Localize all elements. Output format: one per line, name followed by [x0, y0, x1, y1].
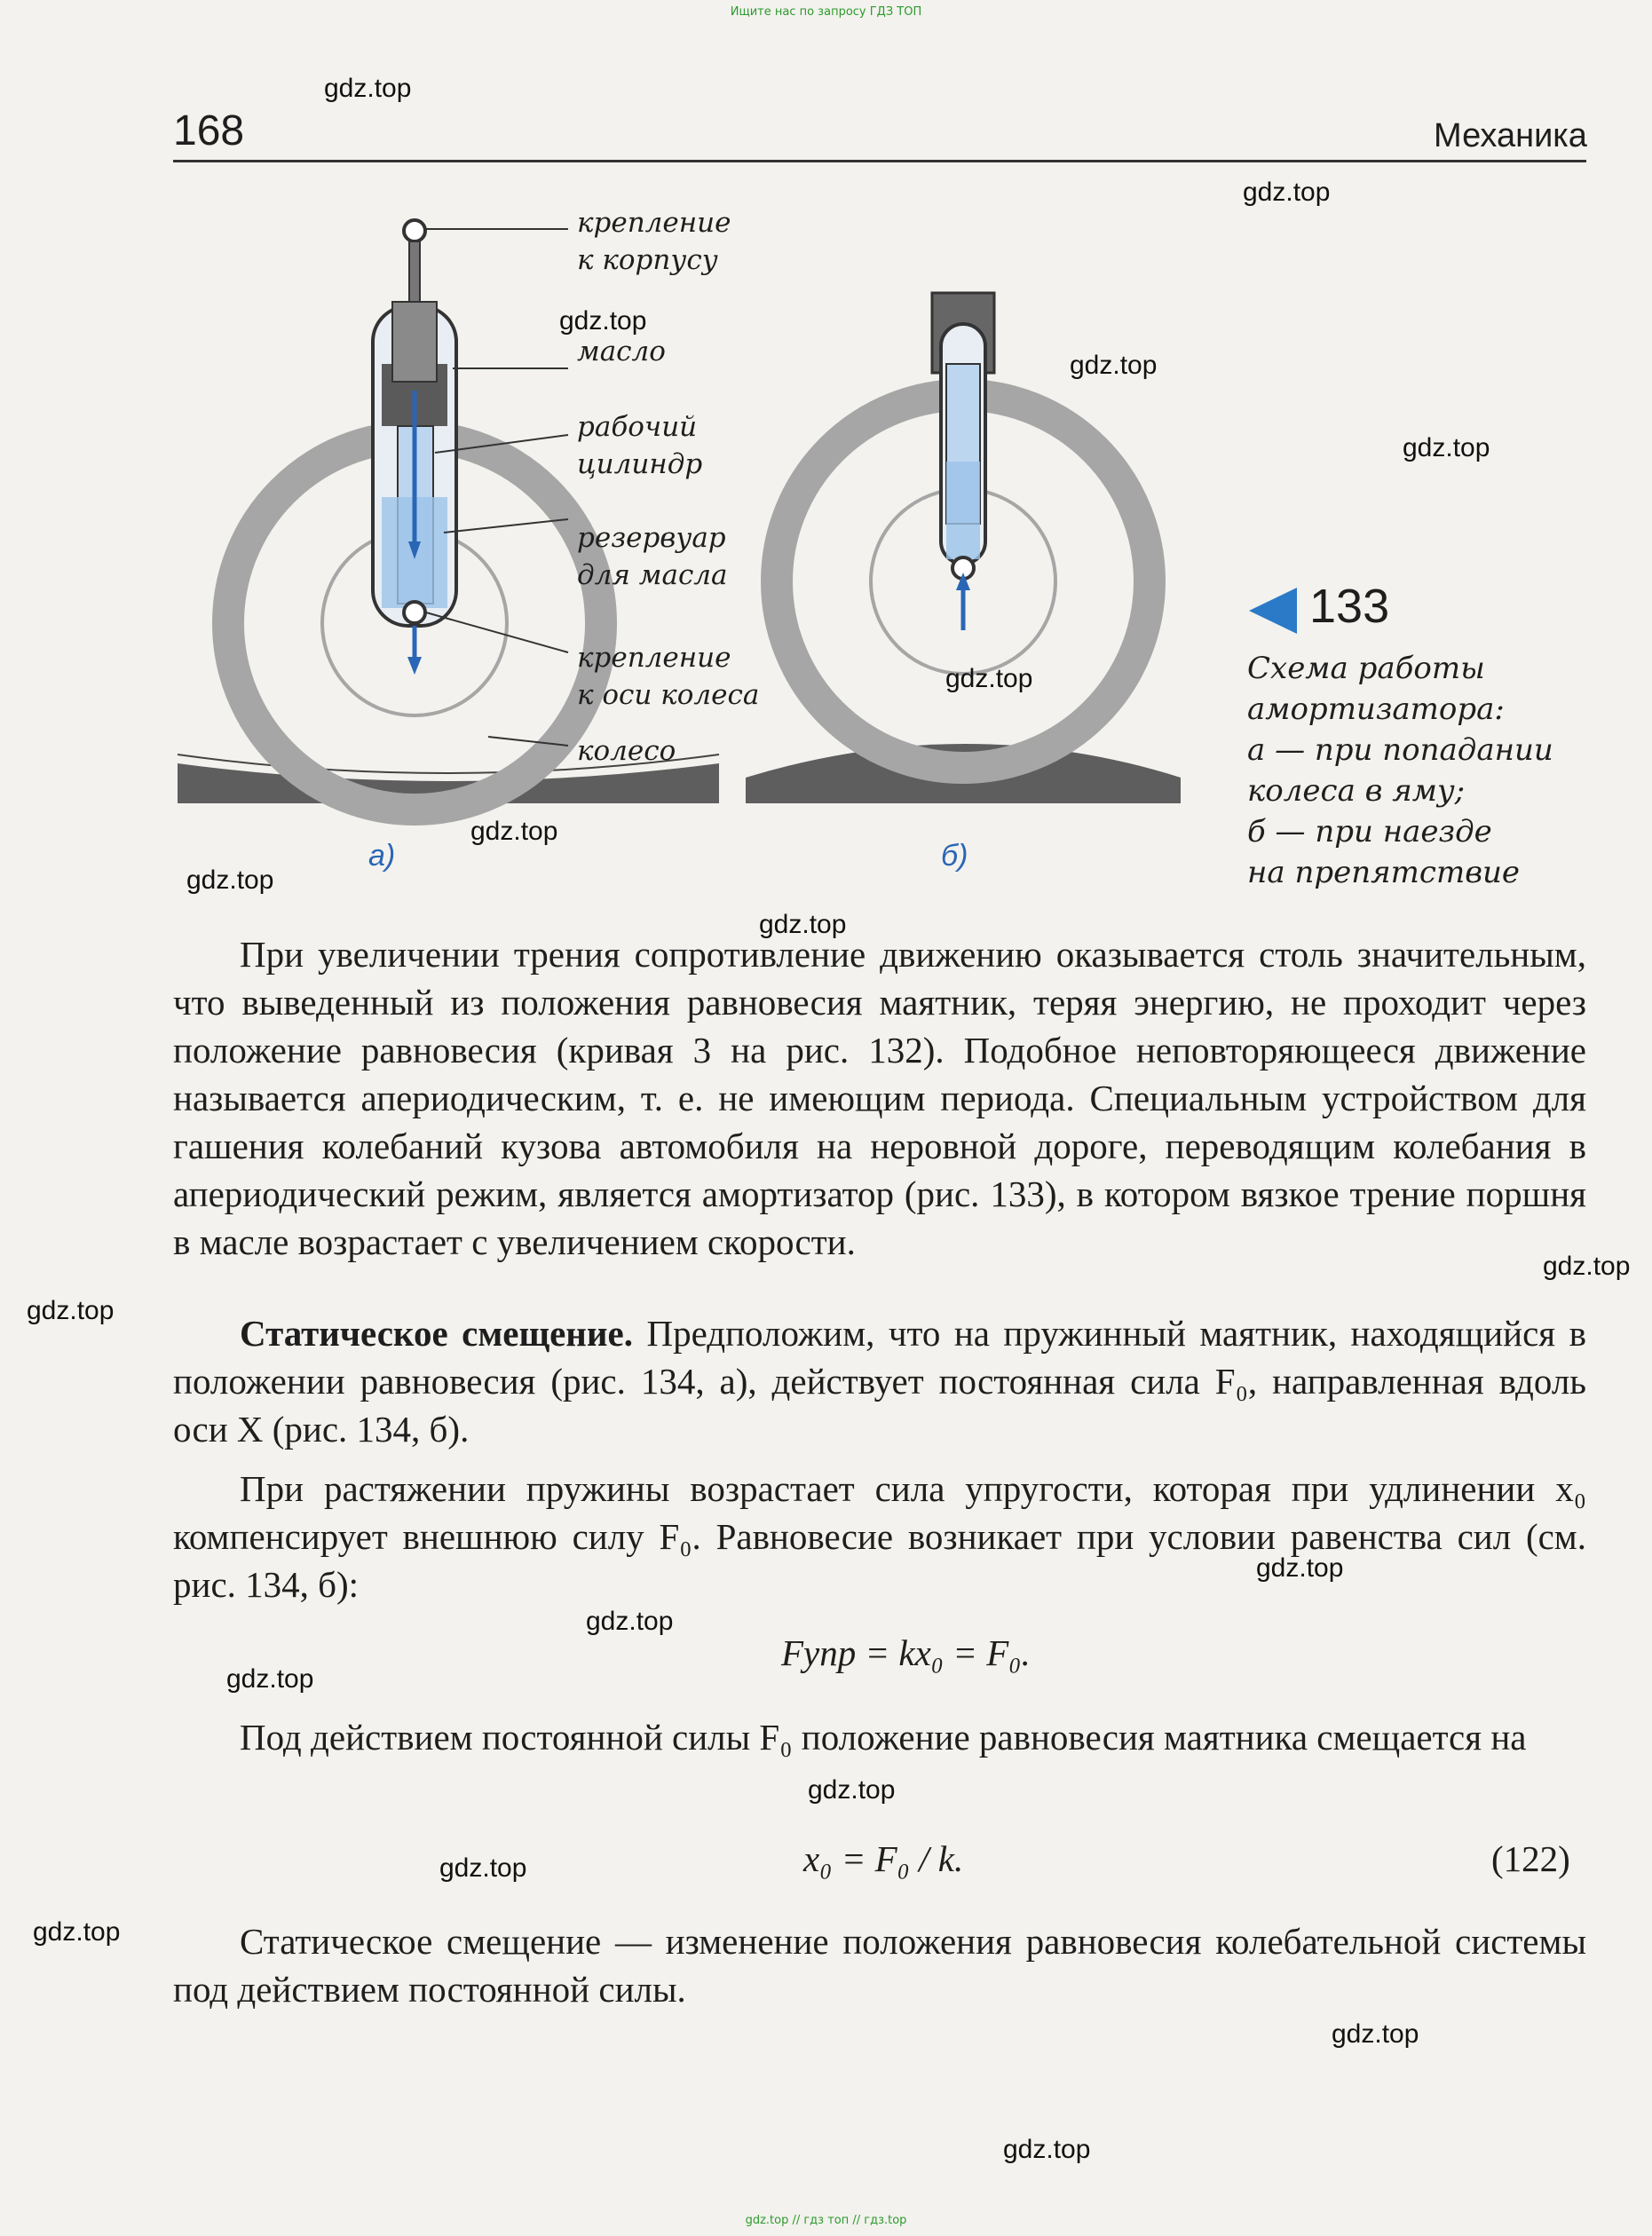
watermark: gdz.top [1403, 433, 1490, 462]
formula-static-shift: x₀ = F₀ / k. [803, 1838, 964, 1879]
header-rule [173, 160, 1586, 162]
absorber-a [373, 220, 456, 675]
paragraph-spring: При растяжении пружины возрастает сила упругости, которая при удлинении x₀ компенсирует внешнюю силу F₀. Равновесие возникает при условии равенства сил (см. рис. 134, б): [173, 1468, 1586, 1605]
watermark: gdz.top [559, 306, 647, 336]
top-banner: Ищите нас по запросу ГДЗ ТОП [730, 5, 922, 19]
formula-force-balance: Fупр = kx₀ = F₀. [781, 1632, 1031, 1673]
watermark: gdz.top [1243, 178, 1331, 207]
watermark: gdz.top [33, 1917, 121, 1947]
figure-marker-icon [1247, 586, 1299, 636]
watermark: gdz.top [470, 817, 558, 846]
figure-sub-a: а) [368, 839, 396, 873]
equation-number: (122) [1491, 1838, 1570, 1879]
paragraph-definition: Статическое смещение — изменение положения равновесия колебательной системы под действием постоянной силы. [173, 1921, 1586, 2010]
label-reservoir: резервуар для масла [577, 522, 728, 591]
label-cylinder: рабочий цилиндр [577, 411, 703, 480]
watermark: gdz.top [324, 74, 412, 103]
watermark: gdz.top [759, 910, 847, 939]
watermark: gdz.top [1070, 351, 1158, 380]
absorber-b [932, 293, 994, 630]
watermark: gdz.top [1256, 1553, 1344, 1583]
paragraph-static-shift: Статическое смещение. Предположим, что на пружинный маятник, находящийся в положении равновесия (рис. 134, а), действует постоянная сила F₀, направленная вдоль оси X (рис. 134, б). [173, 1313, 1586, 1450]
page-number: 168 [173, 107, 245, 154]
watermark: gdz.top [186, 865, 274, 895]
paragraph-aperiodic: При увеличении трения сопротивление движению оказывается столь значительным, что выведенный из положения равновесия маятник, теряя энергию, не проходит через положение равновесия (кривая 3 на рис. 132). Подобное неповторяющееся движение называется апериодическим, т. е. не имеющим периода. Специальным устройством для гашения колебаний кузова автомобиля на неровной дороге, переводящим колебания в апериодический режим, является амортизатор (рис. 133), в котором вязкое трение поршня в масле возрастает с увеличением скорости. [173, 934, 1586, 1262]
paragraph-shift: Под действием постоянной силы F₀ положение равновесия маятника смещается на [240, 1717, 1527, 1758]
watermark: gdz.top [27, 1296, 115, 1325]
watermark: gdz.top [586, 1607, 674, 1636]
label-wheel: колесо [577, 735, 676, 767]
watermark: gdz.top [945, 664, 1033, 693]
watermark: gdz.top [1332, 2019, 1419, 2049]
bottom-banner: gdz.top // гдз топ // гдз.top [745, 2214, 907, 2227]
label-oil: масло [577, 336, 666, 367]
watermark: gdz.top [439, 1853, 527, 1883]
section-title: Механика [1434, 117, 1587, 154]
figure-sub-b: б) [941, 839, 968, 873]
figure-caption: Схема работы амортизатора: а — при попадании колеса в яму; б — при наезде на препятствие [1247, 651, 1553, 890]
watermark: gdz.top [226, 1664, 314, 1694]
label-mount-axle: крепление к оси колеса [577, 642, 760, 711]
label-mount-body: крепление к корпусу [577, 207, 731, 276]
paragraph-heading: Статическое смещение. [240, 1313, 633, 1354]
watermark: gdz.top [808, 1775, 896, 1805]
figure-number: 133 [1309, 580, 1390, 633]
watermark: gdz.top [1543, 1252, 1631, 1281]
watermark: gdz.top [1003, 2135, 1091, 2164]
